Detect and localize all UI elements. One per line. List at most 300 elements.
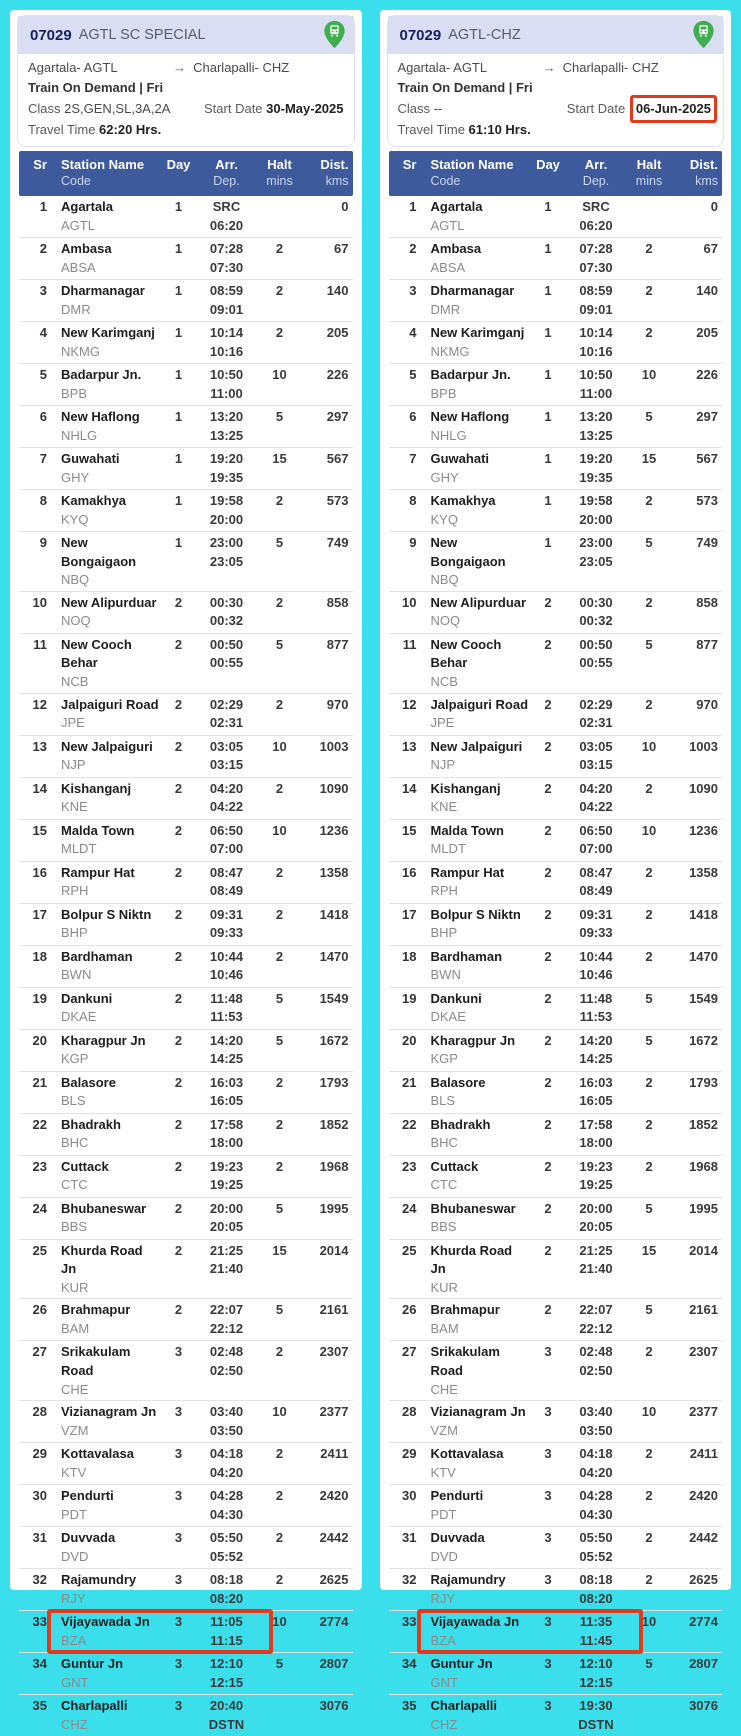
table-row[interactable] (389, 694, 723, 736)
distance-km: 0 (341, 199, 349, 214)
distance-km: 877 (696, 636, 718, 652)
station-code: BBS (61, 1219, 88, 1235)
station-code: JPE (61, 715, 85, 731)
departure-time: 03:50 (579, 1422, 613, 1438)
halt-minutes: 2 (645, 1530, 653, 1546)
day-value: 1 (174, 241, 183, 256)
station-serial: 2 (39, 241, 47, 256)
station-name: Vijayawada Jn (61, 1614, 150, 1630)
table-row[interactable] (19, 820, 353, 862)
station-serial: 13 (32, 738, 47, 754)
distance-km: 1358 (319, 864, 349, 880)
departure-time: 13:25 (579, 427, 613, 443)
departure-time: 00:32 (579, 613, 613, 629)
station-name: Brahmapur (430, 1302, 500, 1318)
station-code: MLDT (61, 841, 97, 857)
arrival-time: 05:50 (209, 1530, 244, 1546)
day-value: 2 (544, 990, 552, 1006)
departure-time: 12:15 (579, 1674, 613, 1690)
table-rows (389, 196, 723, 1736)
departure-time: 22:12 (579, 1320, 613, 1336)
table-row[interactable] (19, 736, 353, 778)
table-row[interactable] (19, 1611, 353, 1653)
destination-station: Charlapalli- CHZ (562, 60, 659, 75)
table-row[interactable] (389, 592, 723, 634)
table-row[interactable] (389, 736, 723, 778)
arrival-time: 13:20 (209, 409, 244, 424)
departure-time: 09:01 (209, 301, 244, 317)
station-code: KYQ (61, 511, 89, 527)
table-row[interactable] (19, 592, 353, 634)
halt-minutes: 5 (275, 1302, 284, 1318)
station-code: CHE (61, 1381, 89, 1397)
station-code: CTC (430, 1177, 458, 1193)
halt-minutes: 10 (272, 367, 287, 382)
table-row[interactable] (389, 1569, 723, 1611)
table-row[interactable] (19, 238, 353, 280)
table-row[interactable] (19, 490, 353, 532)
departure-time: 11:53 (210, 1009, 243, 1025)
station-code: NOQ (430, 613, 461, 629)
departure-time: 02:50 (209, 1362, 244, 1378)
table-row[interactable] (389, 406, 723, 448)
departure-time: 04:20 (579, 1464, 613, 1480)
table-row[interactable] (389, 946, 723, 988)
station-code: ABSA (61, 259, 96, 275)
arrival-time: 20:00 (579, 1200, 613, 1216)
table-row[interactable] (389, 988, 723, 1030)
table-row[interactable] (19, 634, 353, 694)
table-row[interactable] (19, 1341, 353, 1401)
distance-km: 226 (696, 367, 718, 382)
arrival-time: 21:25 (579, 1242, 613, 1258)
station-name: Kishanganj (61, 780, 132, 796)
table-row[interactable] (19, 322, 353, 364)
station-code: NHLG (61, 427, 98, 443)
distance-km: 1672 (689, 1032, 718, 1048)
halt-minutes: 10 (272, 822, 287, 838)
table-row[interactable] (19, 988, 353, 1030)
station-name: Vizianagram Jn (430, 1404, 526, 1420)
table-row[interactable] (19, 364, 353, 406)
station-name: Charlapalli (61, 1698, 128, 1714)
distance-km: 1549 (689, 990, 718, 1006)
table-row[interactable] (19, 1198, 353, 1240)
day-value: 2 (174, 636, 183, 652)
route-arrow-icon: → (173, 60, 187, 75)
distance-km: 140 (326, 283, 349, 298)
station-code: KGP (61, 1051, 89, 1067)
header-sr: Sr (402, 157, 417, 172)
station-code: NKMG (430, 343, 470, 359)
halt-minutes: 2 (275, 1530, 284, 1546)
distance-km: 1672 (319, 1032, 349, 1048)
arrival-time: 02:29 (209, 696, 244, 712)
table-row[interactable] (389, 1695, 723, 1736)
table-row[interactable] (389, 904, 723, 946)
table-row[interactable] (19, 448, 353, 490)
table-row[interactable] (389, 1072, 723, 1114)
table-row[interactable] (389, 1198, 723, 1240)
arrival-time: 16:03 (209, 1074, 244, 1090)
halt-minutes: 2 (645, 1074, 653, 1090)
arrival-time: 23:00 (579, 535, 613, 550)
table-row[interactable] (19, 1695, 353, 1736)
station-serial: 20 (32, 1032, 47, 1048)
table-row[interactable] (389, 322, 723, 364)
day-value: 1 (544, 493, 552, 508)
table-row[interactable] (19, 196, 353, 238)
distance-km: 2377 (319, 1404, 349, 1420)
station-code: PDT (61, 1506, 87, 1522)
arrival-time: 11:05 (210, 1614, 243, 1630)
station-serial: 7 (409, 451, 417, 466)
table-row[interactable] (19, 1030, 353, 1072)
table-row[interactable] (389, 280, 723, 322)
station-serial: 19 (402, 990, 417, 1006)
arrival-time: 08:47 (579, 864, 613, 880)
table-row[interactable] (389, 1401, 723, 1443)
distance-km: 749 (696, 535, 718, 550)
departure-time: 12:15 (209, 1674, 244, 1690)
station-serial: 15 (402, 822, 417, 838)
halt-minutes: 2 (275, 283, 284, 298)
live-train-pin-icon[interactable] (323, 20, 346, 49)
table-row[interactable] (19, 1653, 353, 1695)
distance-km: 1995 (319, 1200, 349, 1216)
halt-minutes: 2 (275, 1116, 284, 1132)
halt-minutes: 5 (645, 535, 653, 550)
station-serial: 17 (32, 906, 47, 922)
table-row[interactable] (389, 1443, 723, 1485)
station-serial: 14 (32, 780, 47, 796)
table-row[interactable] (19, 1443, 353, 1485)
halt-minutes: 2 (645, 906, 653, 922)
station-serial: 6 (409, 409, 417, 424)
table-row[interactable] (389, 862, 723, 904)
day-value: 3 (174, 1344, 183, 1360)
table-row[interactable] (19, 1072, 353, 1114)
table-row[interactable] (389, 1299, 723, 1341)
station-name: New Jalpaiguri (61, 738, 153, 754)
halt-minutes: 2 (275, 1488, 284, 1504)
station-name: Brahmapur (61, 1302, 131, 1318)
station-serial: 17 (402, 906, 417, 922)
station-code: VZM (61, 1422, 89, 1438)
arrival-time: 04:28 (209, 1488, 244, 1504)
station-name: Rampur Hat (430, 864, 505, 880)
table-rows (19, 196, 353, 1736)
departure-time: 23:05 (579, 553, 613, 569)
distance-km: 1549 (319, 990, 349, 1006)
distance-km: 67 (703, 241, 718, 256)
station-name: Bhubaneswar (430, 1200, 516, 1216)
departure-time: 14:25 (579, 1051, 613, 1067)
timetable (389, 151, 723, 1736)
station-serial: 8 (39, 493, 47, 508)
table-row[interactable] (19, 406, 353, 448)
departure-time: 07:30 (209, 259, 244, 275)
table-row[interactable] (19, 1114, 353, 1156)
distance-km: 2411 (689, 1446, 718, 1462)
halt-minutes: 5 (275, 636, 284, 652)
table-row[interactable] (19, 1527, 353, 1569)
halt-minutes: 10 (641, 1404, 657, 1420)
station-code: BZA (61, 1632, 87, 1648)
table-row[interactable] (389, 1527, 723, 1569)
table-row[interactable] (389, 448, 723, 490)
table-row[interactable] (389, 196, 723, 238)
class-startdate-line (398, 98, 714, 120)
station-name: Kamakhya (61, 493, 127, 508)
halt-minutes: 2 (645, 1158, 653, 1174)
arrival-time: 08:59 (209, 283, 244, 298)
departure-time: 00:55 (579, 655, 613, 671)
distance-km: 3076 (689, 1698, 718, 1714)
day-value: 2 (174, 738, 183, 754)
departure-time: 16:05 (579, 1093, 613, 1109)
distance-km: 205 (326, 325, 349, 340)
station-code: KUR (61, 1279, 89, 1295)
day-value: 1 (544, 199, 552, 214)
distance-km: 1470 (319, 948, 349, 964)
station-code: MLDT (430, 841, 466, 857)
arrival-time: 19:23 (209, 1158, 244, 1174)
table-row[interactable] (19, 1156, 353, 1198)
halt-minutes: 10 (272, 1614, 287, 1630)
departure-time: 23:05 (209, 553, 244, 569)
distance-km: 1090 (689, 780, 718, 796)
halt-minutes: 10 (641, 738, 657, 754)
station-name: Pendurti (430, 1488, 484, 1504)
arrival-time: 10:50 (579, 367, 613, 382)
departure-time: 19:25 (209, 1177, 244, 1193)
station-name: Guntur Jn (61, 1656, 124, 1672)
arrival-time: 19:58 (209, 493, 244, 508)
day-value: 2 (174, 1032, 183, 1048)
station-serial: 26 (32, 1302, 47, 1318)
station-code: BLS (430, 1093, 456, 1109)
table-row[interactable] (19, 1485, 353, 1527)
header-arr: Arr. (584, 157, 608, 172)
halt-minutes: 2 (275, 1344, 284, 1360)
arrival-time: 10:44 (579, 948, 613, 964)
travel-time-line (398, 120, 714, 140)
table-row[interactable] (389, 238, 723, 280)
table-row[interactable] (19, 946, 353, 988)
departure-time: 03:50 (209, 1422, 244, 1438)
header-mins: mins (635, 174, 663, 188)
arrival-time: 08:59 (579, 283, 613, 298)
station-name: New Alipurduar (61, 594, 157, 610)
station-code: DKAE (61, 1009, 97, 1025)
distance-km: 2807 (319, 1656, 349, 1672)
distance-km: 297 (326, 409, 349, 424)
station-name: New Karimganj (61, 325, 155, 340)
arrival-time: 14:20 (209, 1032, 244, 1048)
halt-minutes: 2 (645, 1344, 653, 1360)
station-serial: 6 (39, 409, 47, 424)
departure-time: 03:15 (579, 757, 613, 773)
arrival-time: 09:31 (579, 906, 613, 922)
table-row[interactable] (389, 490, 723, 532)
station-serial: 7 (39, 451, 47, 466)
halt-minutes: 5 (275, 1656, 284, 1672)
arrival-time: 10:14 (579, 325, 613, 340)
halt-minutes: 2 (275, 594, 284, 610)
station-serial: 11 (402, 636, 417, 652)
table-row[interactable] (389, 1341, 723, 1401)
station-code: KTV (61, 1464, 87, 1480)
departure-time: 04:22 (579, 799, 613, 815)
station-name: Agartala (430, 199, 483, 214)
route-line (398, 58, 714, 78)
station-name: New Karimganj (430, 325, 525, 340)
station-code: VZM (430, 1422, 458, 1438)
timetable-panel-right (380, 10, 732, 1732)
day-value: 2 (544, 1200, 552, 1216)
timetable-panel-left (10, 10, 362, 1732)
table-row[interactable] (19, 532, 353, 592)
arrival-time: 00:30 (209, 594, 244, 610)
halt-minutes: 2 (275, 906, 284, 922)
travel-time-label: Travel Time (397, 122, 465, 137)
station-code: GHY (61, 469, 90, 485)
departure-time: 04:20 (209, 1464, 244, 1480)
station-name: Agartala (61, 199, 114, 214)
station-name: Badarpur Jn. (430, 367, 511, 382)
table-row[interactable] (389, 820, 723, 862)
station-serial: 31 (32, 1530, 47, 1546)
distance-km: 2625 (319, 1572, 349, 1588)
arrival-time: 08:47 (209, 864, 244, 880)
station-name: Charlapalli (430, 1698, 497, 1714)
table-row[interactable] (19, 862, 353, 904)
station-serial: 1 (409, 199, 417, 214)
table-row[interactable] (19, 280, 353, 322)
halt-minutes: 2 (275, 696, 284, 712)
distance-km: 1470 (689, 948, 718, 964)
timetable (19, 151, 353, 1736)
station-serial: 32 (32, 1572, 47, 1588)
arrival-time: 09:31 (209, 906, 244, 922)
distance-km: 2307 (319, 1344, 349, 1360)
station-code: BHP (61, 925, 88, 941)
table-row[interactable] (389, 1030, 723, 1072)
station-name: Guwahati (61, 451, 120, 466)
halt-minutes: 5 (645, 636, 653, 652)
day-value: 3 (544, 1698, 552, 1714)
station-name: Pendurti (61, 1488, 114, 1504)
distance-km: 858 (696, 594, 718, 610)
day-value: 2 (544, 1116, 552, 1132)
day-value: 2 (544, 738, 552, 754)
table-row[interactable] (389, 634, 723, 694)
distance-km: 2014 (689, 1242, 718, 1258)
departure-time: 02:50 (579, 1362, 613, 1378)
halt-minutes: 2 (645, 594, 653, 610)
day-value: 2 (544, 1302, 552, 1318)
table-row[interactable] (19, 1240, 353, 1300)
halt-minutes: 5 (645, 1656, 653, 1672)
arrival-time: 10:50 (209, 367, 244, 382)
departure-time: 04:30 (579, 1506, 613, 1522)
table-header (19, 151, 353, 196)
table-row[interactable] (19, 694, 353, 736)
table-row[interactable] (19, 1401, 353, 1443)
table-row[interactable] (389, 1240, 723, 1300)
table-row[interactable] (389, 532, 723, 592)
distance-km: 2774 (319, 1614, 349, 1630)
station-name: Ambasa (61, 241, 112, 256)
station-code: RPH (61, 883, 89, 899)
header-dist: Dist. (689, 157, 718, 172)
halt-minutes: 5 (275, 409, 284, 424)
arrival-time: 19:20 (579, 451, 613, 466)
day-value: 2 (544, 906, 552, 922)
station-code: BHC (61, 1135, 89, 1151)
arrival-time: 00:50 (209, 636, 244, 652)
day-value: 3 (544, 1344, 552, 1360)
arrival-time: 14:20 (579, 1032, 613, 1048)
table-row[interactable] (19, 1299, 353, 1341)
distance-km: 2377 (689, 1404, 718, 1420)
distance-km: 573 (696, 493, 718, 508)
station-code: BWN (430, 967, 461, 983)
halt-minutes: 10 (272, 738, 287, 754)
station-name: Kharagpur Jn (61, 1032, 146, 1048)
table-row[interactable] (389, 1114, 723, 1156)
arrival-time: 19:20 (209, 451, 244, 466)
station-serial: 15 (32, 822, 47, 838)
halt-minutes: 15 (641, 1242, 657, 1258)
table-row[interactable] (19, 778, 353, 820)
departure-time: 11:00 (579, 385, 613, 401)
table-row[interactable] (389, 1611, 723, 1653)
station-serial: 13 (402, 738, 417, 754)
station-code: NOQ (61, 613, 91, 629)
departure-time: 06:20 (209, 217, 244, 233)
table-row[interactable] (19, 1569, 353, 1611)
header-halt: Halt (267, 157, 292, 172)
station-name: Kishanganj (430, 780, 501, 796)
day-value: 1 (544, 367, 552, 382)
day-value: 2 (544, 636, 552, 652)
arrival-time: 23:00 (209, 535, 244, 550)
station-name: Rampur Hat (61, 864, 135, 880)
station-name: Dharmanagar (430, 283, 515, 298)
table-row[interactable] (389, 1156, 723, 1198)
table-row[interactable] (389, 1485, 723, 1527)
table-row[interactable] (389, 364, 723, 406)
station-name: Khurda Road Jn (430, 1242, 513, 1277)
arrival-time: 10:14 (209, 325, 244, 340)
table-row[interactable] (389, 1653, 723, 1695)
station-code: NBQ (61, 572, 90, 588)
station-code: NBQ (430, 572, 459, 588)
table-row[interactable] (389, 778, 723, 820)
halt-minutes: 2 (275, 1074, 284, 1090)
departure-time: 09:33 (209, 925, 244, 941)
distance-km: 226 (326, 367, 349, 382)
live-train-pin-icon[interactable] (692, 20, 715, 49)
distance-km: 1003 (319, 738, 349, 754)
day-value: 2 (174, 864, 183, 880)
station-code: KNE (61, 799, 88, 815)
distance-km: 1852 (689, 1116, 718, 1132)
table-row[interactable] (19, 904, 353, 946)
day-value: 1 (174, 451, 183, 466)
